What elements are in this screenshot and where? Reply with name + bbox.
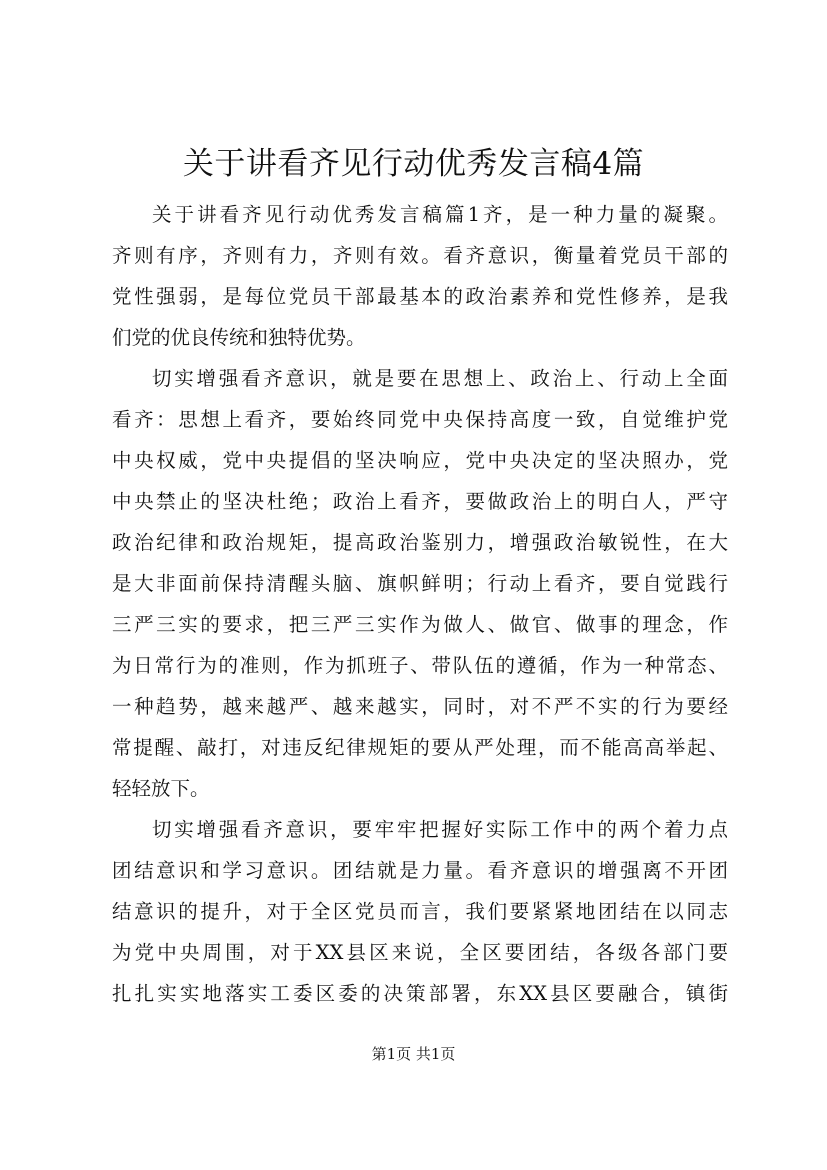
text-line: 扎扎实实地落实工委区委的决策部署，东XX县区要融合，镇街 bbox=[112, 982, 728, 1005]
text-line: 团结意识和学习意识。团结就是力量。看齐意识的增强离不开团 bbox=[112, 859, 728, 882]
text-line: 一种趋势，越来越严、越来越实，同时，对不严不实的行为要经 bbox=[112, 695, 728, 718]
text-line: 是大非面前保持清醒头脑、旗帜鲜明；行动上看齐，要自觉践行 bbox=[112, 572, 728, 595]
document-title: 关于讲看齐见行动优秀发言稿4篇 bbox=[182, 146, 645, 182]
text-line: 常提醒、敲打，对违反纪律规矩的要从严处理，而不能高高举起、 bbox=[112, 736, 728, 759]
text-line: 党性强弱，是每位党员干部最基本的政治素养和党性修养，是我 bbox=[112, 285, 728, 308]
text-line: 为日常行为的准则，作为抓班子、带队伍的遵循，作为一种常态、 bbox=[112, 654, 728, 677]
text-line: 切实增强看齐意识，就是要在思想上、政治上、行动上全面 bbox=[152, 367, 728, 390]
text-line: 看齐：思想上看齐，要始终同党中央保持高度一致，自觉维护党 bbox=[112, 408, 728, 431]
text-line: 政治纪律和政治规矩，提高政治鉴别力，增强政治敏锐性，在大 bbox=[112, 531, 728, 554]
text-line: 切实增强看齐意识，要牢牢把握好实际工作中的两个着力点 bbox=[152, 818, 728, 841]
page-number-footer: 第1页 共1页 bbox=[371, 1045, 456, 1063]
text-line: 为党中央周围，对于XX县区来说，全区要团结，各级各部门要 bbox=[112, 941, 728, 964]
document-body bbox=[112, 194, 728, 1014]
text-line: 中央权威，党中央提倡的坚决响应，党中央决定的坚决照办，党 bbox=[112, 449, 728, 472]
text-line: 齐则有序，齐则有力，齐则有效。看齐意识，衡量着党员干部的 bbox=[112, 244, 728, 267]
text-line: 轻轻放下。 bbox=[112, 777, 210, 800]
text-line: 中央禁止的坚决杜绝；政治上看齐，要做政治上的明白人，严守 bbox=[112, 490, 728, 513]
text-line: 结意识的提升，对于全区党员而言，我们要紧紧地团结在以同志 bbox=[112, 900, 728, 923]
text-line: 关于讲看齐见行动优秀发言稿篇1齐，是一种力量的凝聚。 bbox=[152, 203, 728, 226]
text-line: 三严三实的要求，把三严三实作为做人、做官、做事的理念，作 bbox=[112, 613, 728, 636]
text-line: 们党的优良传统和独特优势。 bbox=[112, 326, 366, 349]
